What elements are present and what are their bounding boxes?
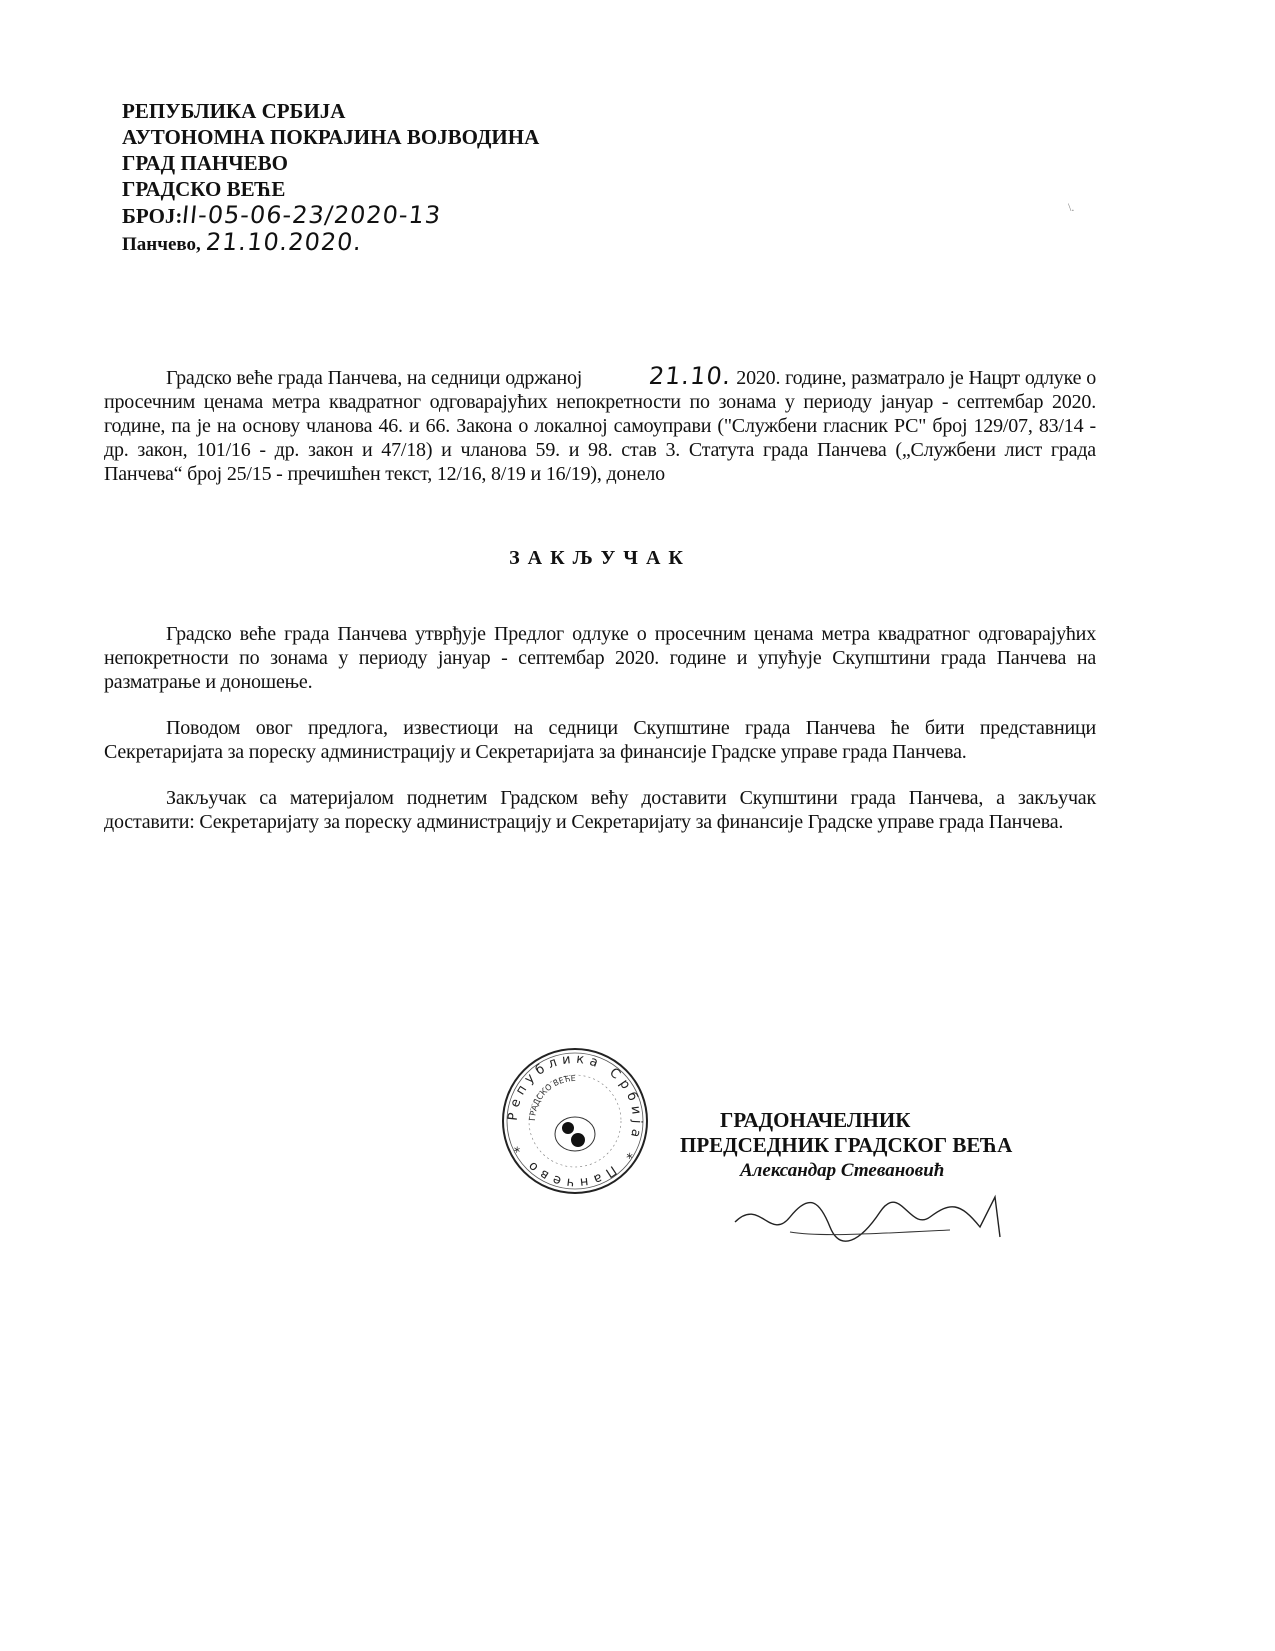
document-body	[104, 362, 1096, 856]
svg-text:ГРАДСКО ВЕЋЕ: ГРАДСКО ВЕЋЕ	[527, 1073, 576, 1122]
svg-text:Република Србија * Панчево *: Република Србија * Панчево *	[505, 1051, 645, 1191]
session-date-handwritten: 21.10.	[647, 362, 733, 390]
document-title: ЗАКЉУЧАК	[509, 547, 691, 569]
handwritten-signature	[730, 1192, 1010, 1252]
conclusion-paragraph-1: Градско веће града Панчева утврђује Предлог одлуке о просечним ценама метра квадратног одговарајућих непокретности по зонама у периоду јануар - септембар 2020. године и упућује Скупштини града Панчева на разматрање и доношење.	[104, 623, 1096, 693]
conclusion-paragraph-3: Закључак са материјалом поднетим Градском већу доставити Скупштини града Панчева, а закључак доставити: Секретаријату за пореску администрацију и Секретаријату за финансије Градске управе града Панчева.	[104, 787, 1096, 833]
signatory-name: Александар Стевановић	[740, 1160, 945, 1181]
document-number	[122, 202, 539, 229]
date-handwritten: 21.10.2020.	[204, 228, 364, 256]
place-label: Панчево,	[122, 234, 201, 255]
number-handwritten: II-05-06-23/2020-13	[180, 201, 444, 229]
signatory-title-president: ПРЕДСЕДНИК ГРАДСКОГ ВЕЋА	[680, 1133, 1013, 1157]
header-province: АУТОНОМНА ПОКРАЈИНА ВОЈВОДИНА	[122, 125, 540, 149]
document-date	[122, 229, 539, 258]
scan-mark: \.	[1068, 200, 1075, 214]
intro-text-rest: 2020. године, разматрало је Нацрт одлуке о просечним ценама метра квадратног одговарајућих непокретности по зонама у периоду јануар - септембар 2020. године, па је на основу чланова 46. и 66. Закона о локалној самоуправи ("Службени гласник РС" број 129/07, 83/14 - др. закон, 101/16 - др. закон и 47/18) и чланова 59. и 98. став 3. Статута града Панчева („Службени лист града Панчева“ број 25/15 - пречишћен текст, 12/16, 8/19 и 16/19), донело	[104, 367, 1096, 485]
signatory-title-mayor: ГРАДОНАЧЕЛНИК	[720, 1108, 911, 1132]
signature-block	[680, 1108, 1012, 1183]
document-header	[122, 98, 539, 258]
official-seal	[500, 1046, 650, 1196]
header-republic: РЕПУБЛИКА СРБИЈА	[122, 99, 346, 123]
header-city: ГРАД ПАНЧЕВО	[122, 151, 288, 175]
conclusion-paragraph-2: Поводом овог предлога, известиоци на седници Скупштине града Панчева ће бити представници Секретаријата за пореску администрацију и Секретаријата за финансије Градске управе града Панчева.	[104, 717, 1096, 763]
number-label: БРОЈ:	[122, 204, 183, 228]
header-council: ГРАДСКО ВЕЋЕ	[122, 177, 286, 201]
intro-text-start: Градско веће града Панчева, на седници одржаној	[166, 367, 588, 389]
intro-paragraph	[104, 362, 1096, 486]
